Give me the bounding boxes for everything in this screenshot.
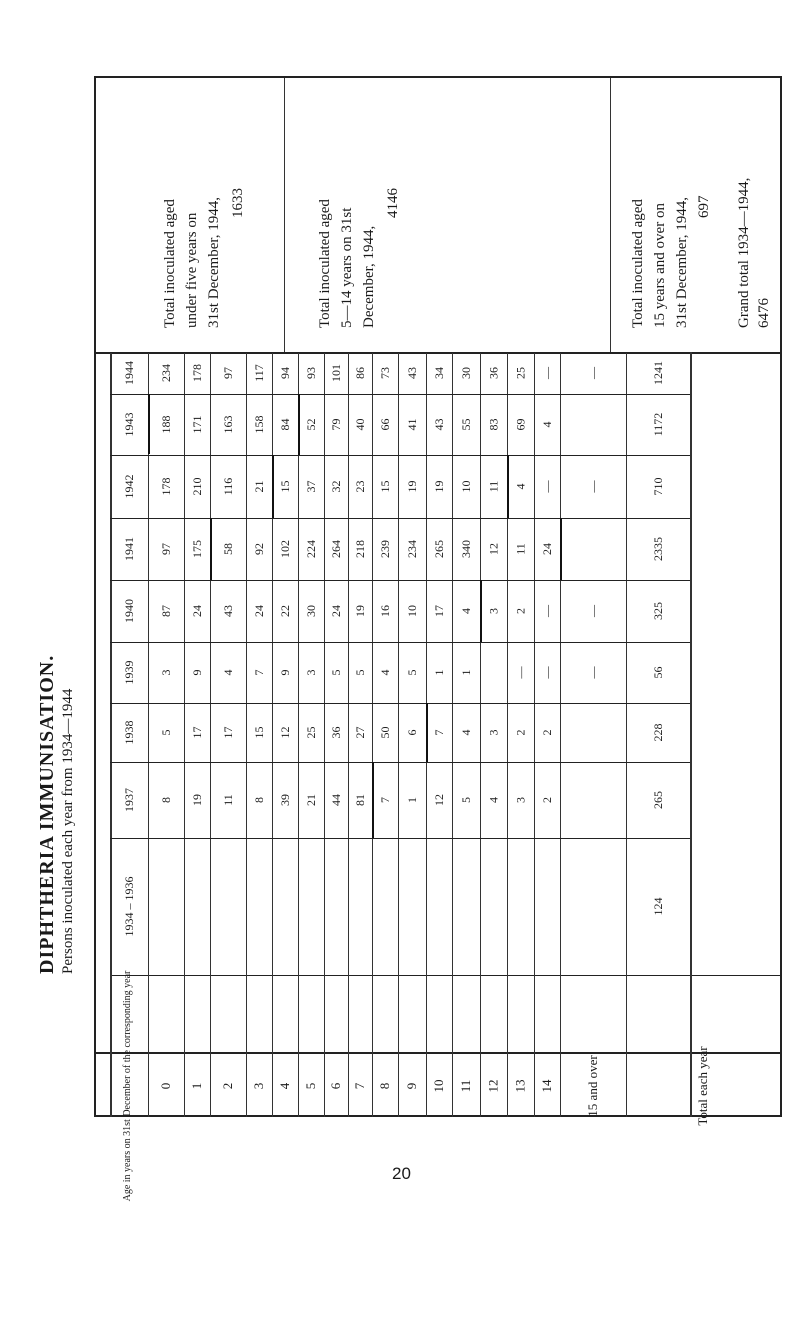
- table-cell: 6: [405, 729, 419, 736]
- table-cell: 228: [651, 723, 665, 742]
- table-cell: 66: [378, 418, 392, 431]
- table-cell: 2335: [651, 537, 665, 561]
- table-cell: 175: [190, 540, 204, 558]
- age-label: 12: [485, 1079, 501, 1093]
- year-header: 1937: [122, 788, 136, 812]
- table-cell: 178: [190, 364, 204, 382]
- table-cell: 87: [159, 605, 173, 617]
- table-cell: 83: [486, 418, 501, 431]
- column-divider: [324, 352, 325, 1117]
- table-cell: 11: [221, 794, 235, 806]
- table-cell: 10: [405, 605, 419, 617]
- empty-cell: —: [586, 480, 600, 493]
- table-cell: 58: [221, 543, 235, 555]
- totals-label: Total inoculated aged: [162, 199, 178, 328]
- table-cell: 9: [278, 669, 292, 676]
- table-cell: 218: [353, 540, 367, 558]
- age-label: 0: [158, 1082, 173, 1090]
- year-header: 1944: [122, 361, 136, 385]
- empty-cell: —: [540, 480, 554, 493]
- table-cell: 56: [651, 666, 665, 679]
- age-label: 9: [404, 1082, 419, 1090]
- age-header: Age in years on 31st December of the corresponding year: [122, 970, 133, 1202]
- table-cell: 86: [353, 367, 367, 379]
- totals-label: under five years on: [184, 212, 200, 328]
- cohort-step-line: [560, 518, 562, 580]
- table-cell: 44: [329, 794, 343, 806]
- table-cell: 30: [304, 605, 318, 617]
- age-label: 14: [539, 1079, 554, 1093]
- column-divider: [398, 352, 399, 1117]
- table-cell: 17: [432, 605, 446, 617]
- column-divider: [284, 78, 285, 352]
- table-cell: 12: [278, 726, 292, 739]
- table-cell: 19: [353, 605, 367, 617]
- table-cell: 4: [459, 608, 473, 614]
- column-divider: [610, 78, 611, 352]
- table-cell: 2: [540, 797, 554, 803]
- totals-value: 1633: [230, 188, 246, 218]
- cohort-step-line: [426, 703, 428, 762]
- age-label: 7: [352, 1082, 367, 1090]
- cohort-step-line: [507, 455, 509, 518]
- table-cell: 41: [405, 418, 419, 431]
- table-cell: 97: [159, 543, 173, 555]
- table-cell: 3: [486, 608, 501, 614]
- table-cell: 23: [353, 480, 367, 493]
- table-cell: 40: [353, 418, 367, 431]
- table-cell: 25: [304, 726, 318, 739]
- table-cell: 15: [252, 726, 266, 739]
- table-cell: 12: [432, 794, 446, 806]
- age-label: 10: [431, 1079, 446, 1093]
- table-cell: 52: [304, 418, 318, 431]
- age-label: 3: [251, 1082, 266, 1090]
- table-cell: 4: [486, 797, 501, 803]
- table-cell: 224: [304, 540, 318, 558]
- table-cell: 158: [252, 415, 266, 434]
- year-header: 1942: [122, 474, 136, 499]
- table-cell: 36: [486, 367, 501, 379]
- table-cell: 55: [459, 418, 473, 431]
- table-cell: 32: [329, 480, 343, 493]
- table-cell: 1: [459, 669, 473, 676]
- table-cell: 239: [378, 540, 392, 558]
- totals-label: 5—14 years on 31st: [339, 207, 355, 328]
- table-cell: 124: [651, 897, 665, 916]
- table-cell: 178: [159, 477, 173, 496]
- table-cell: 2: [540, 729, 554, 736]
- table-cell: 101: [329, 364, 343, 382]
- totals-value: 697: [696, 195, 712, 218]
- table-cell: 1172: [651, 412, 665, 437]
- table-cell: 5: [459, 797, 473, 803]
- table-cell: 27: [353, 726, 367, 739]
- totals-label: 15 years and over on: [652, 203, 668, 328]
- page-number: 20: [392, 1164, 411, 1183]
- empty-cell: —: [586, 367, 600, 379]
- column-divider: [534, 352, 535, 1117]
- row-divider: [110, 642, 690, 643]
- table-cell: 17: [221, 726, 235, 739]
- column-divider: [480, 352, 481, 1117]
- totals-label: December, 1944,: [361, 225, 377, 328]
- table-cell: 340: [459, 540, 473, 558]
- column-divider: [690, 352, 692, 1117]
- age-label: 5: [303, 1082, 318, 1090]
- age-label: 2: [220, 1082, 235, 1090]
- empty-cell: —: [540, 605, 554, 617]
- table-cell: 234: [159, 364, 173, 382]
- table-cell: 19: [405, 480, 419, 493]
- table-title: DIPHTHERIA IMMUNISATION.: [36, 654, 58, 974]
- age-label: 13: [512, 1079, 528, 1093]
- table-cell: 264: [329, 540, 343, 558]
- cohort-step-line: [480, 580, 482, 642]
- row-divider: [110, 703, 690, 704]
- table-cell: 24: [540, 543, 554, 555]
- table-cell: 97: [221, 367, 235, 379]
- table-cell: 102: [278, 540, 292, 558]
- table-cell: 1241: [651, 361, 665, 385]
- table-cell: 9: [190, 669, 204, 676]
- table-cell: 69: [513, 418, 528, 431]
- totals-label: Grand total 1934—1944,: [736, 177, 752, 328]
- totals-value: 6476: [756, 298, 772, 328]
- totals-label: 31st December, 1944,: [674, 196, 690, 328]
- table-cell: 12: [486, 543, 501, 555]
- table-cell: 19: [190, 794, 204, 806]
- column-divider: [560, 352, 561, 1117]
- cohort-step-line: [272, 455, 274, 518]
- column-divider: [348, 352, 349, 1117]
- table-cell: 43: [432, 418, 446, 431]
- empty-cell: —: [513, 666, 528, 679]
- table-cell: 4: [221, 669, 235, 676]
- age-label: 8: [377, 1082, 392, 1090]
- table-cell: 265: [651, 791, 665, 809]
- year-header: 1938: [122, 720, 136, 745]
- totals-label: 31st December, 1944,: [206, 196, 222, 328]
- column-divider: [452, 352, 453, 1117]
- table-cell: 43: [221, 605, 235, 617]
- year-header: 1941: [122, 537, 136, 561]
- totals-label: Total inoculated aged: [630, 199, 646, 328]
- table-cell: 39: [278, 794, 292, 806]
- age-label: 6: [328, 1082, 343, 1090]
- row-divider: [110, 838, 690, 839]
- year-header: 1934 – 1936: [122, 876, 136, 937]
- table-cell: 50: [378, 726, 392, 739]
- table-cell: 234: [405, 540, 419, 558]
- empty-cell: —: [586, 605, 600, 617]
- row-divider: [110, 455, 690, 456]
- table-cell: 8: [159, 797, 173, 803]
- table-cell: 10: [459, 480, 473, 493]
- table-cell: 5: [405, 669, 419, 676]
- table-cell: 25: [513, 367, 528, 379]
- table-cell: 22: [278, 605, 292, 617]
- table-cell: 3: [159, 669, 173, 676]
- row-divider: [110, 762, 690, 763]
- table-cell: 7: [252, 669, 266, 676]
- table-cell: 4: [540, 421, 554, 428]
- table-cell: 15: [378, 480, 392, 493]
- table-cell: 5: [159, 729, 173, 736]
- table-cell: 2: [513, 729, 528, 736]
- table-cell: 11: [486, 480, 501, 493]
- table-cell: 79: [329, 418, 343, 431]
- row-divider: [110, 394, 690, 395]
- table-cell: 17: [190, 726, 204, 739]
- table-cell: 21: [304, 794, 318, 806]
- table-cell: 210: [190, 477, 204, 496]
- table-cell: 15: [278, 480, 292, 493]
- table-cell: 163: [221, 415, 235, 434]
- table-cell: 16: [378, 605, 392, 617]
- table-cell: 37: [304, 480, 318, 493]
- cohort-step-line: [298, 394, 300, 455]
- table-cell: 21: [252, 480, 266, 493]
- table-cell: 4: [378, 669, 392, 676]
- totals-label: Total inoculated aged: [317, 199, 333, 328]
- empty-cell: —: [586, 666, 600, 679]
- age-label: 1: [189, 1082, 204, 1090]
- table-cell: 3: [486, 729, 501, 736]
- row-divider: [110, 352, 690, 353]
- table-cell: 11: [513, 543, 528, 555]
- table-cell: 24: [329, 605, 343, 617]
- table-cell: 84: [278, 418, 292, 431]
- column-divider: [246, 352, 247, 1117]
- column-divider: [626, 352, 627, 1117]
- table-cell: 116: [221, 477, 235, 496]
- column-divider: [372, 352, 373, 1117]
- table-cell: 1: [405, 797, 419, 803]
- table-subtitle: Persons inoculated each year from 1934—1944: [60, 688, 76, 974]
- table-cell: 2: [513, 608, 528, 614]
- totals-value: 4146: [385, 188, 401, 218]
- table-cell: 36: [329, 726, 343, 739]
- table-cell: 117: [252, 364, 266, 382]
- cohort-step-line: [210, 518, 212, 580]
- age-label: 4: [277, 1082, 292, 1090]
- year-header: 1939: [122, 660, 136, 685]
- row-divider: [110, 580, 690, 581]
- table-cell: 710: [651, 477, 665, 496]
- row-divider: [110, 518, 690, 519]
- table-cell: 93: [304, 367, 318, 379]
- table-cell: 94: [278, 367, 292, 379]
- table-cell: 81: [353, 794, 367, 806]
- table-cell: 265: [432, 540, 446, 558]
- age-label: Total each year: [695, 1046, 710, 1126]
- empty-cell: —: [540, 666, 554, 679]
- column-divider: [184, 352, 185, 1117]
- table-cell: 43: [405, 367, 419, 379]
- table-cell: 24: [252, 605, 266, 617]
- table-cell: 3: [304, 669, 318, 676]
- empty-cell: —: [540, 367, 554, 379]
- year-header: 1943: [122, 412, 136, 437]
- table-cell: 1: [432, 669, 446, 676]
- table-cell: 188: [159, 415, 173, 434]
- table-cell: 30: [459, 367, 473, 379]
- table-cell: 3: [513, 797, 528, 803]
- table-cell: 4: [513, 483, 528, 490]
- table-cell: 24: [190, 605, 204, 617]
- column-divider: [148, 352, 149, 1117]
- column-divider: [110, 352, 112, 1117]
- table-cell: 171: [190, 415, 204, 434]
- table-cell: 325: [651, 602, 665, 620]
- year-header: 1940: [122, 599, 136, 623]
- age-label: 11: [458, 1079, 473, 1093]
- column-divider: [298, 352, 299, 1117]
- table-cell: 8: [252, 797, 266, 803]
- column-divider: [210, 352, 211, 1117]
- table-cell: 7: [378, 797, 392, 803]
- table-cell: 34: [432, 367, 446, 379]
- cohort-step-line: [372, 762, 374, 838]
- table-cell: 73: [378, 367, 392, 379]
- cohort-step-line: [148, 394, 150, 454]
- table-cell: 4: [459, 729, 473, 736]
- table-cell: 5: [353, 669, 367, 676]
- table-cell: 19: [432, 480, 446, 493]
- row-divider: [94, 1052, 782, 1054]
- table-cell: 92: [252, 543, 266, 555]
- table-cell: 5: [329, 669, 343, 676]
- age-label: 15 and over: [585, 1055, 600, 1117]
- table-cell: 7: [432, 729, 446, 736]
